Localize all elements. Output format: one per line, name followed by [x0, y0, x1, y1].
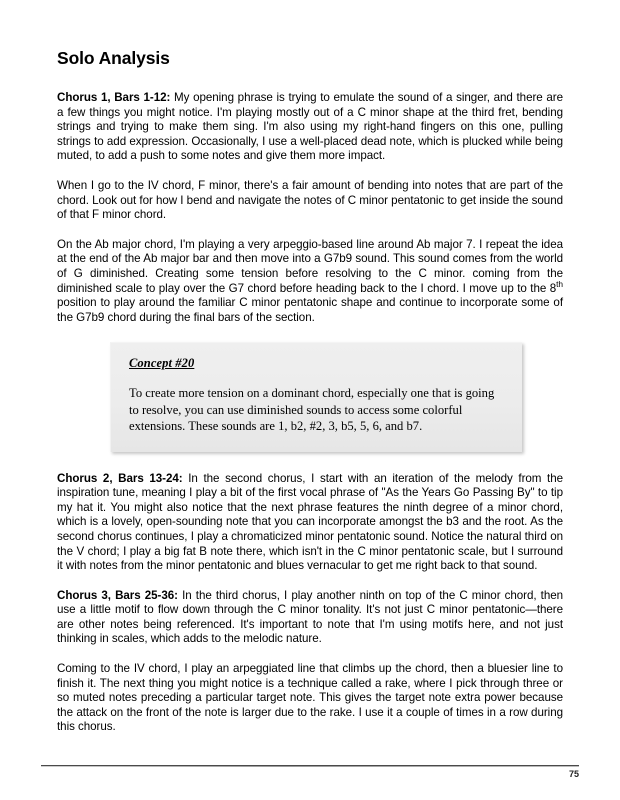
paragraph-chorus-2	[57, 472, 563, 574]
page-number: 75	[568, 769, 579, 779]
paragraph-lead-chorus-3: Chorus 3, Bars 25-36:	[57, 588, 178, 602]
concept-callout-wrapper	[57, 342, 563, 451]
concept-callout-title: Concept #20	[129, 356, 195, 371]
paragraph-ab-major-part-2: position to play around the familiar C minor pentatonic shape and continue to incorporate some of the G7b9 chord during the final bars of the section.	[57, 296, 563, 324]
footer-divider-shadow	[41, 766, 579, 767]
paragraph-rake: Coming to the IV chord, I play an arpeggiated line that climbs up the chord, then a bluesier line to finish it. The next thing you might notice is a technique called a rake, where I pick through three or so muted notes preceding a particular target note. This gives the target note extra power because the attack on the front of the note is larger due to the rake. I use it a couple of times in a row during this chorus.	[57, 662, 563, 734]
paragraph-body-chorus-2: In the second chorus, I start with an iteration of the melody from the inspiration tune, meaning I play a bit of the first vocal phrase of "As the Years Go Passing By" to tip my hat it. You might also notice that the next phrase features the ninth degree of a minor chord, which is a lovely, open-sounding note that you can incorporate amongst the b3 and the root. As the second chorus continues, I play a chromaticized minor pentatonic sound. Notice the natural third on the V chord; I play a big fat B note there, which isn't in the C minor pentatonic scale, but I surround it with notes from the minor pentatonic and blues vernacular to get me right back to that sound.	[57, 471, 564, 573]
paragraph-chorus-3	[57, 589, 563, 647]
concept-callout-text: To create more tension on a dominant chord, especially one that is going to resolve, you can use diminished sounds to access some colorful extensions. These sounds are 1, b2, #2, 3, b5, 5, 6, and b7.	[129, 386, 495, 434]
page-content	[57, 48, 563, 750]
concept-callout-box	[110, 342, 522, 451]
ordinal-superscript: th	[556, 278, 563, 289]
page-title: Solo Analysis	[57, 48, 170, 68]
paragraph-iv-chord: When I go to the IV chord, F minor, there's a fair amount of bending into notes that are part of the chord. Look out for how I bend and navigate the notes of C minor pentatonic to get inside the sound of that F minor chord.	[57, 178, 563, 222]
paragraph-body-chorus-3: In the third chorus, I play another ninth on top of the C minor chord, then use a little motif to flow down through the C minor tonality. It's not just C minor pentatonic—there are other notes being referenced. It's important to note that I'm using motifs here, and not just thinking in scales, which adds to the melodic nature.	[57, 588, 564, 646]
paragraph-ab-major-part-1: On the Ab major chord, I'm playing a very arpeggio-based line around Ab major 7. I repeat the idea at the end of the Ab major bar and then move into a G7b9 sound. This sound comes from the world of G diminished. Creating some tension before resolving to the C minor. coming from the diminished scale to play over the G7 chord before heading back to the I chord. I move up to the 8	[57, 237, 563, 295]
paragraph-chorus-1	[57, 91, 563, 164]
paragraph-body-chorus-1: My opening phrase is trying to emulate the sound of a singer, and there are a few things you might notice. I'm playing mostly out of a C minor shape at the third fret, bending strings and trying to make them sing. I'm also using my right-hand fingers on this one, pulling strings to add expression. Occasionally, I use a well-placed dead note, which is plucked while being muted, to add a push to some notes and give them more impact.	[57, 91, 563, 163]
paragraph-lead-chorus-2: Chorus 2, Bars 13-24:	[57, 471, 183, 485]
paragraph-ab-major	[57, 238, 563, 326]
paragraph-lead-chorus-1: Chorus 1, Bars 1-12:	[57, 91, 171, 104]
